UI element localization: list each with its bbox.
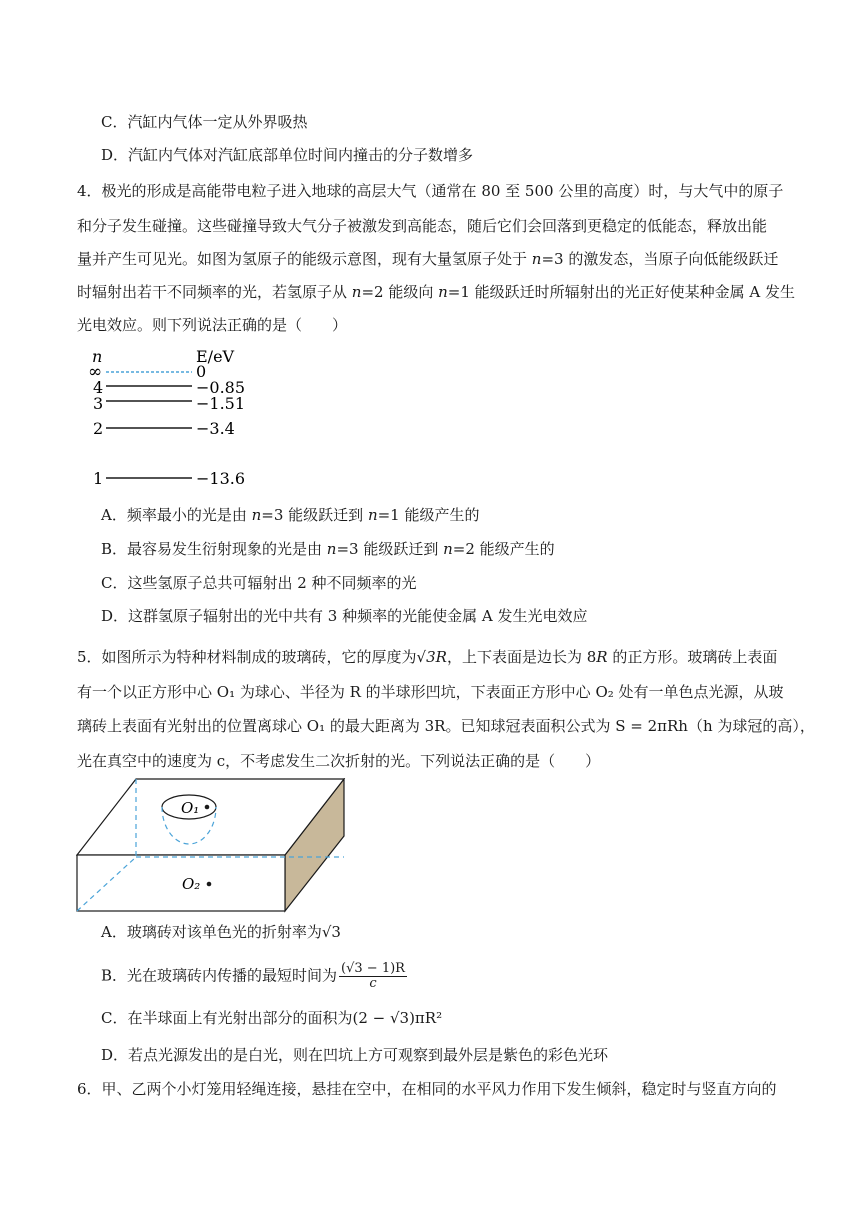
q3-option-c: C．汽缸内气体一定从外界吸热 (101, 113, 308, 131)
q4-option-c: C．这些氢原子总共可辐射出 2 种不同频率的光 (101, 574, 417, 592)
energy-level-diagram (80, 344, 280, 494)
q5-option-c: C．在半球面上有光射出部分的面积为(2 − √3)πR² (101, 1009, 443, 1027)
level-1-e: −13.6 (196, 469, 246, 488)
level-1-n: 1 (93, 469, 104, 488)
q4-stem-line1: 4．极光的形成是高能带电粒子进入地球的高层大气（通常在 80 至 500 公里的高度）时，与大气中的原子 (77, 182, 784, 200)
level-4-e: −0.85 (196, 378, 246, 397)
q3-option-d: D．汽缸内气体对汽缸底部单位时间内撞击的分子数增多 (101, 146, 474, 164)
q5-stem-line2: 有一个以正方形中心 O₁ 为球心、半径为 R 的半球形凹坑，下表面正方形中心 O₂ 处有一单色点光源，从玻 (77, 683, 784, 701)
q5-stem-line4: 光在真空中的速度为 c，不考虑发生二次折射的光。下列说法正确的是（ ） (77, 752, 601, 770)
glass-brick-diagram (76, 778, 346, 914)
q5-option-b: B．光在玻璃砖内传播的最短时间为 $\frac{(√3 - 1)R}{c}$ (101, 961, 405, 991)
q6-stem-line1: 6．甲、乙两个小灯笼用轻绳连接，悬挂在空中，在相同的水平风力作用下发生倾斜，稳定时与竖直方向的 (77, 1080, 777, 1098)
o1-label: O₁ (181, 799, 200, 817)
o1-point (205, 805, 210, 810)
q4-stem-line4: 时辐射出若干不同频率的光，若氢原子从 n=2 能级向 n=1 能级跃迁时所辐射出的光正好使某种金属 A 发生 (77, 283, 796, 301)
level-2-e: −3.4 (196, 419, 235, 438)
level-4-n: 4 (93, 378, 104, 397)
q4-option-b: B．最容易发生衍射现象的光是由 n=3 能级跃迁到 n=2 能级产生的 (101, 540, 555, 558)
q4-option-a: A．频率最小的光是由 n=3 能级跃迁到 n=1 能级产生的 (101, 506, 480, 524)
level-3-n: 3 (93, 394, 104, 413)
energy-axis-label: E/eV (196, 347, 235, 366)
level-3-e: −1.51 (196, 394, 246, 413)
q4-stem-line3: 量并产生可见光。如图为氢原子的能级示意图，现有大量氢原子处于 n=3 的激发态，当原子向低能级跃迁 (77, 250, 779, 268)
n-axis-label: n (92, 347, 103, 366)
level-inf-n: ∞ (88, 362, 103, 382)
o2-point (207, 882, 212, 887)
q5-option-d: D．若点光源发出的是白光，则在凹坑上方可观察到最外层是紫色的彩色光环 (101, 1046, 609, 1064)
o2-label: O₂ (182, 875, 201, 893)
level-2-n: 2 (93, 419, 104, 438)
q4-stem-line2: 和分子发生碰撞。这些碰撞导致大气分子被激发到高能态，随后它们会回落到更稳定的低能态，释放出能 (77, 217, 768, 235)
q5-stem-line1: 5．如图所示为特种材料制成的玻璃砖，它的厚度为√3R，上下表面是边长为 8R 的正方形。玻璃砖上表面 (77, 648, 778, 666)
q5-option-a: A．玻璃砖对该单色光的折射率为√3 (101, 923, 341, 941)
q4-option-d: D．这群氢原子辐射出的光中共有 3 种频率的光能使金属 A 发生光电效应 (101, 607, 588, 625)
q5-stem-line3: 璃砖上表面有光射出的位置离球心 O₁ 的最大距离为 3R。已知球冠表面积公式为 S = 2πRh（h 为球冠的高）， (77, 717, 815, 735)
level-inf-e: 0 (196, 362, 207, 381)
q5-option-b-fraction: $\frac{(√3 - 1)R}{c}$ (341, 961, 405, 991)
q4-stem-line5: 光电效应。则下列说法正确的是（ ） (77, 316, 348, 334)
brick-front-face (77, 855, 285, 911)
